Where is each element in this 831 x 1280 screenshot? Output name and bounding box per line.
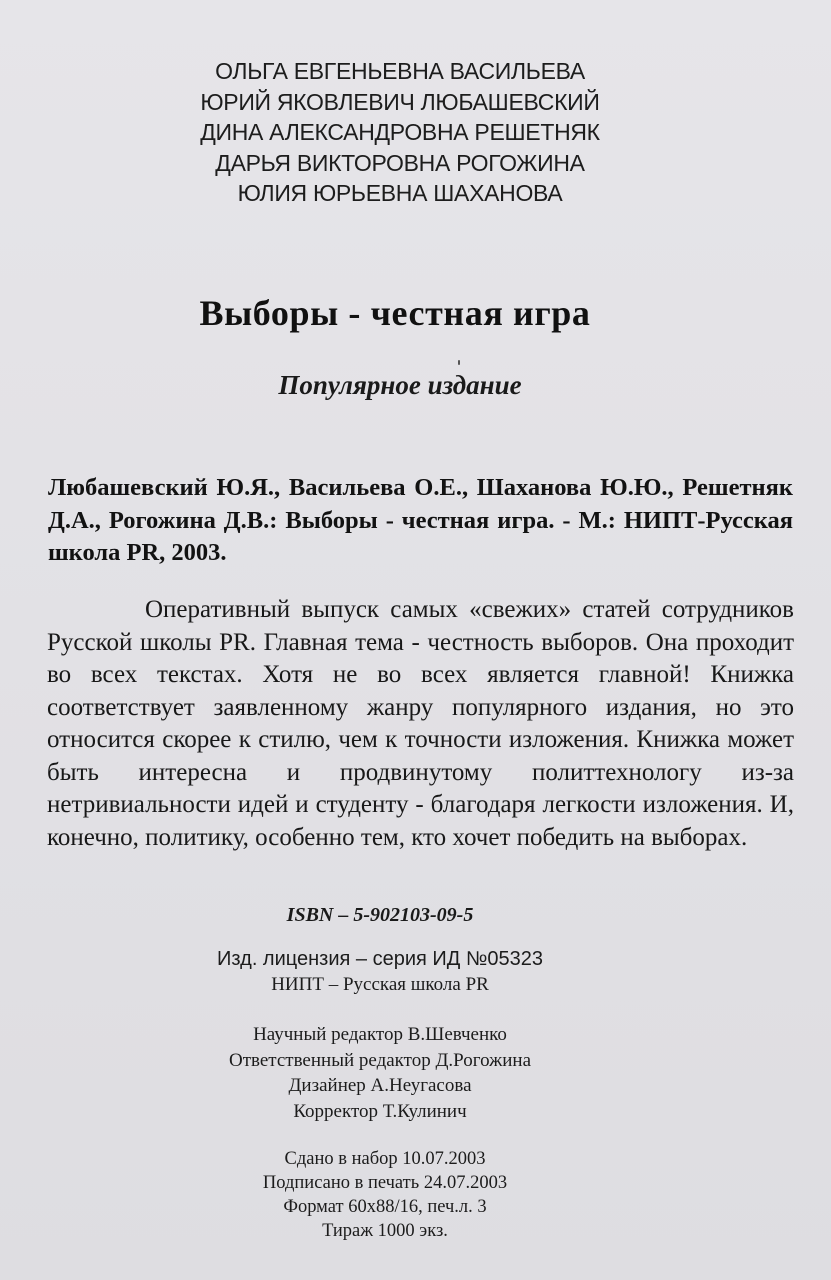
print-line: Формат 60х88/16, печ.л. 3 <box>283 1197 487 1217</box>
credit-line: Научный редактор В.Шевченко <box>253 1024 507 1045</box>
author-list <box>0 56 800 209</box>
author-name: ДИНА АЛЕКСАНДРОВНА РЕШЕТНЯК <box>200 119 600 145</box>
print-line: Сдано в набор 10.07.2003 <box>284 1149 486 1169</box>
isbn-line: ISBN – 5-902103-09-5 <box>286 904 474 926</box>
author-name: ОЛЬГА ЕВГЕНЬЕВНА ВАСИЛЬЕВА <box>215 58 585 84</box>
editorial-credits <box>0 1022 760 1124</box>
print-speck <box>458 360 460 365</box>
book-title: Выборы - честная игра <box>199 293 591 333</box>
bibliographic-entry: Любашевский Ю.Я., Васильева О.Е., Шаханова Ю.Ю., Решетняк Д.А., Рогожина Д.В.: Выборы - честная игра. - М.: НИПТ-Русская школа PR, 2003. <box>48 474 793 566</box>
credit-line: Корректор Т.Кулинич <box>293 1100 467 1122</box>
author-name: ЮРИЙ ЯКОВЛЕВИЧ ЛЮБАШЕВСКИЙ <box>200 88 600 115</box>
print-details <box>0 1147 770 1243</box>
print-line: Тираж 1000 экз. <box>322 1221 448 1241</box>
annotation-paragraph: Оперативный выпуск самых «свежих» статей сотрудников Русской школы PR. Главная тема - честность выборов. Она проходит во всех текстах. Хотя не во всех является главной! Книжка соответствует заявленному жанру популярного издания, но это относится скорее к стилю, чем к точности изложения. Книжка может быть интересна и продвинутому политтехнологу из-за нетривиальности идей и студенту - благодаря легкости изложения. И, конечно, политику, особенно тем, кто хочет победить на выборах. <box>47 596 794 851</box>
book-subtitle: Популярное издание <box>278 370 522 400</box>
publisher-name: НИПТ – Русская школа PR <box>271 974 489 995</box>
credit-line: Ответственный редактор Д.Рогожина <box>228 1049 531 1071</box>
author-name: ЮЛИЯ ЮРЬЕВНА ШАХАНОВА <box>237 180 563 206</box>
author-name: ДАРЬЯ ВИКТОРОВНА РОГОЖИНА <box>215 149 585 176</box>
publishing-license: Изд. лицензия – серия ИД №05323 <box>217 948 543 970</box>
print-line: Подписано в печать 24.07.2003 <box>262 1173 508 1193</box>
credit-line: Дизайнер А.Неугасова <box>288 1075 472 1096</box>
